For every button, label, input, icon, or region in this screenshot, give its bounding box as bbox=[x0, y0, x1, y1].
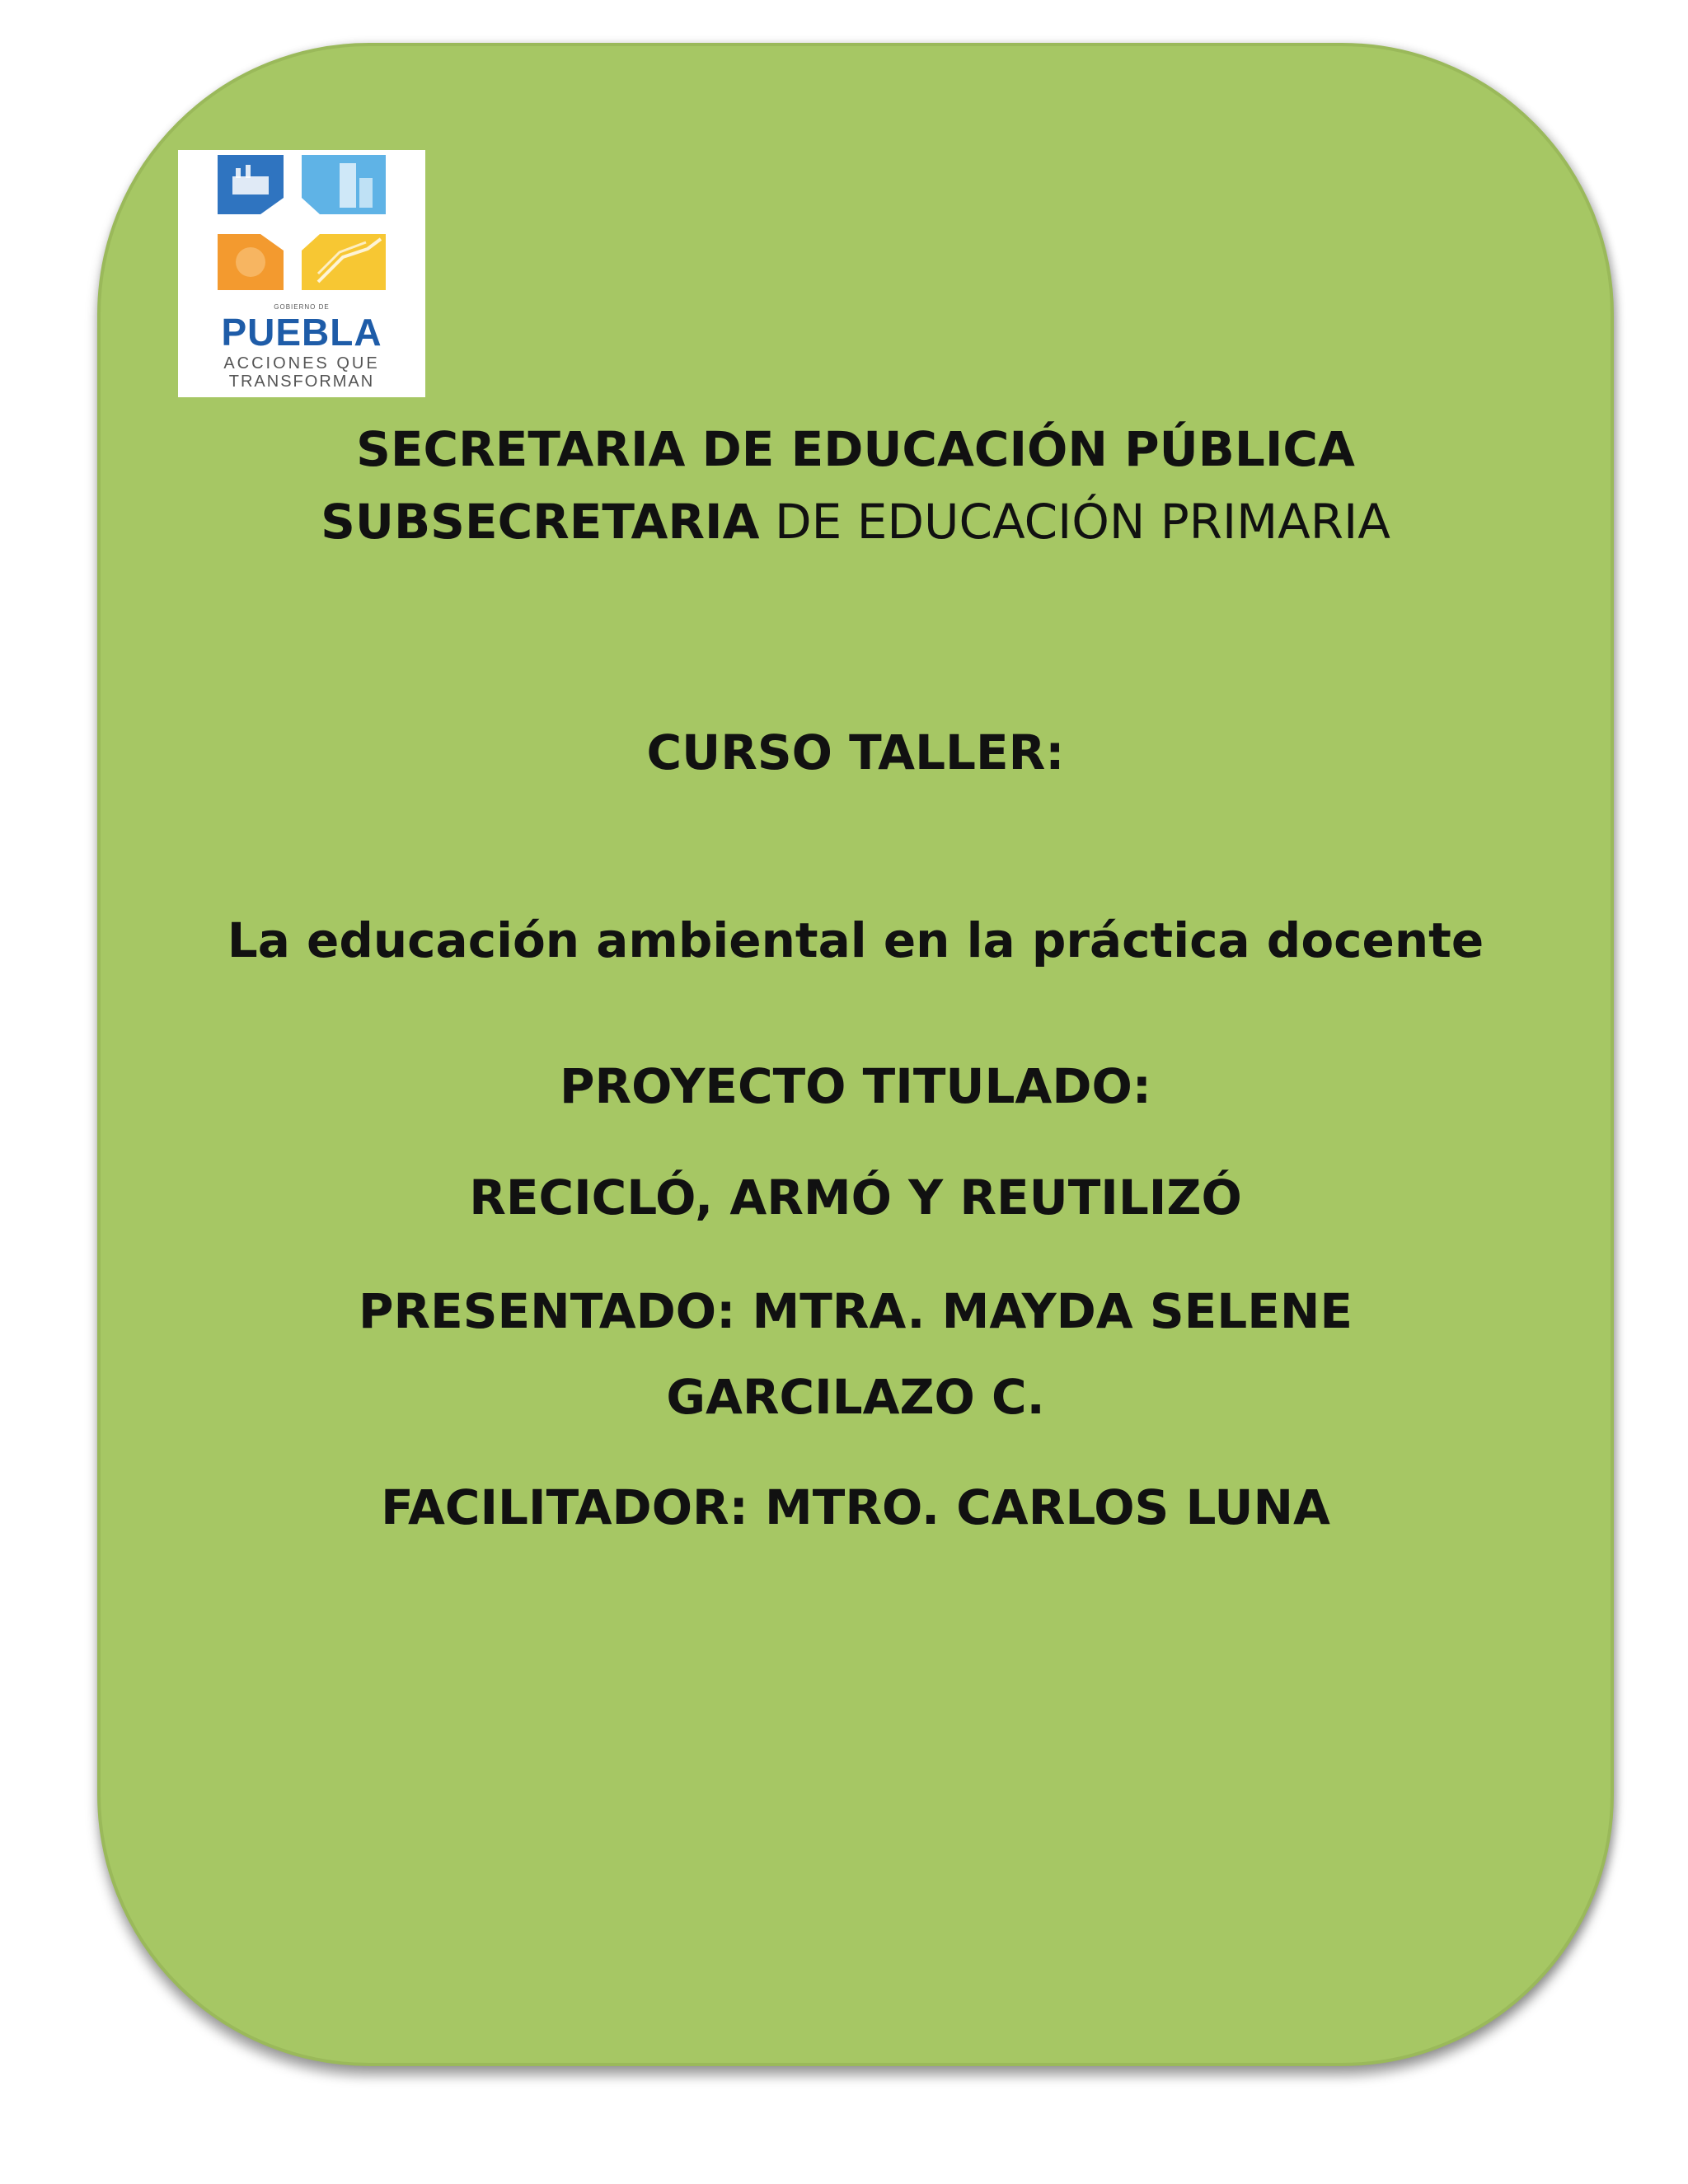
subsecretaria-heading bbox=[97, 494, 1614, 550]
project-label: PROYECTO TITULADO: bbox=[560, 1058, 1151, 1114]
course-label: CURSO TALLER: bbox=[646, 724, 1065, 780]
puebla-logo bbox=[178, 150, 425, 397]
logo-tagline-line2: TRANSFORMAN bbox=[228, 373, 375, 391]
puebla-logo-icon bbox=[178, 150, 425, 303]
secretaria-heading: SECRETARIA DE EDUCACIÓN PÚBLICA bbox=[356, 421, 1355, 477]
project-name: RECICLÓ, ARMÓ Y REUTILIZÓ bbox=[469, 1169, 1242, 1226]
logo-government-label: GOBIERNO DE bbox=[274, 303, 330, 311]
logo-name: PUEBLA bbox=[221, 311, 382, 354]
logo-tagline-line1: ACCIONES QUE bbox=[223, 354, 380, 373]
subsecretaria-bold: SUBSECRETARIA bbox=[321, 494, 760, 550]
presented-by-line1: PRESENTADO: MTRA. MAYDA SELENE bbox=[358, 1283, 1353, 1339]
course-title: La educación ambiental en la práctica docente bbox=[227, 912, 1484, 968]
presented-by-line2: GARCILAZO C. bbox=[666, 1369, 1045, 1425]
facilitator-line: FACILITADOR: MTRO. CARLOS LUNA bbox=[381, 1479, 1330, 1535]
subsecretaria-rest: DE EDUCACIÓN PRIMARIA bbox=[759, 494, 1390, 550]
